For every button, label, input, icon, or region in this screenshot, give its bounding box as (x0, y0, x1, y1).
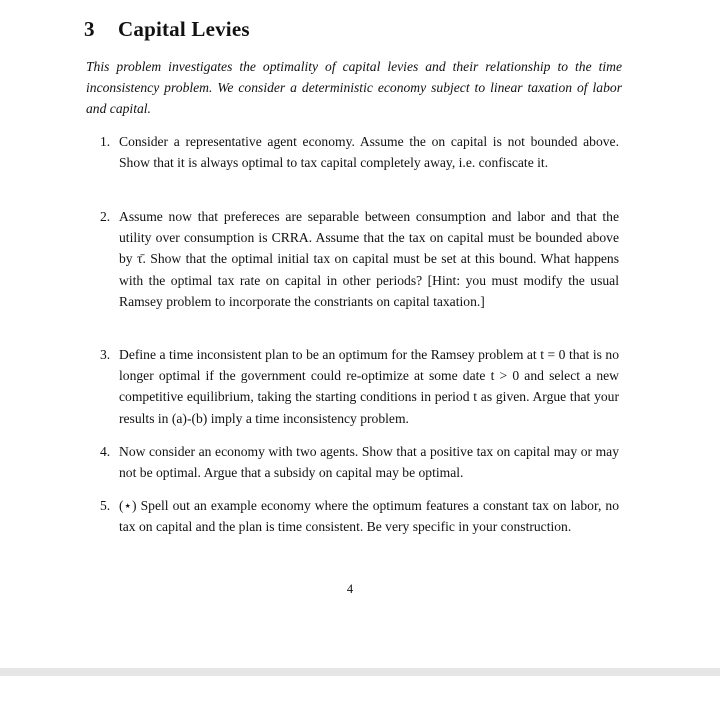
problem-number: 4. (100, 444, 111, 459)
section-title: Capital Levies (118, 17, 250, 41)
problem-number: 3. (100, 347, 111, 362)
intro-paragraph: This problem investigates the optimality of capital levies and their relationship to the time inconsistency problem. We consider a deterministic economy subject to linear taxation of labor and capital. (86, 59, 622, 117)
page-number: 4 (346, 582, 354, 596)
problem-number: 1. (100, 134, 111, 149)
problem-text: Consider a representative agent economy. Assume the on capital is not bounded above. Show that it is always optimal to tax capital completely away, i.e. confiscate it. (119, 134, 619, 171)
problem-text: Now consider an economy with two agents. Show that a positive tax on capital may or may not be optimal. Argue that a subsidy on capital may be optimal. (119, 444, 619, 481)
problem-number: 2. (100, 209, 111, 224)
section-number: 3 (84, 17, 95, 41)
problem-text: Define a time inconsistent plan to be an optimum for the Ramsey problem at t = 0 that is no longer optimal if the government could re-optimize at some date t > 0 and select a new competitive equilibrium, taking the starting conditions in period t as given. Argue that your results in (a)-(b) imply a time inconsistency problem. (119, 347, 619, 426)
problem-number: 5. (100, 498, 111, 513)
viewer-background (0, 676, 720, 718)
problem-text: Assume now that prefereces are separable between consumption and labor and that the utility over consumption is CRRA. Assume that the tax on capital must be bounded above by τ̄. Show that the optimal initial tax on capital must be set at this bound. What happens with the optimal tax rate on capital in other periods? [Hint: you must modify the usual Ramsey problem to incorporate the constriants on capital taxation.] (119, 209, 619, 309)
viewer-divider (0, 668, 720, 676)
problem-text: (⋆) Spell out an example economy where the optimum features a constant tax on labor, no tax on capital and the plan is time consistent. Be very specific in your construction. (119, 498, 619, 535)
section-heading (84, 14, 250, 44)
